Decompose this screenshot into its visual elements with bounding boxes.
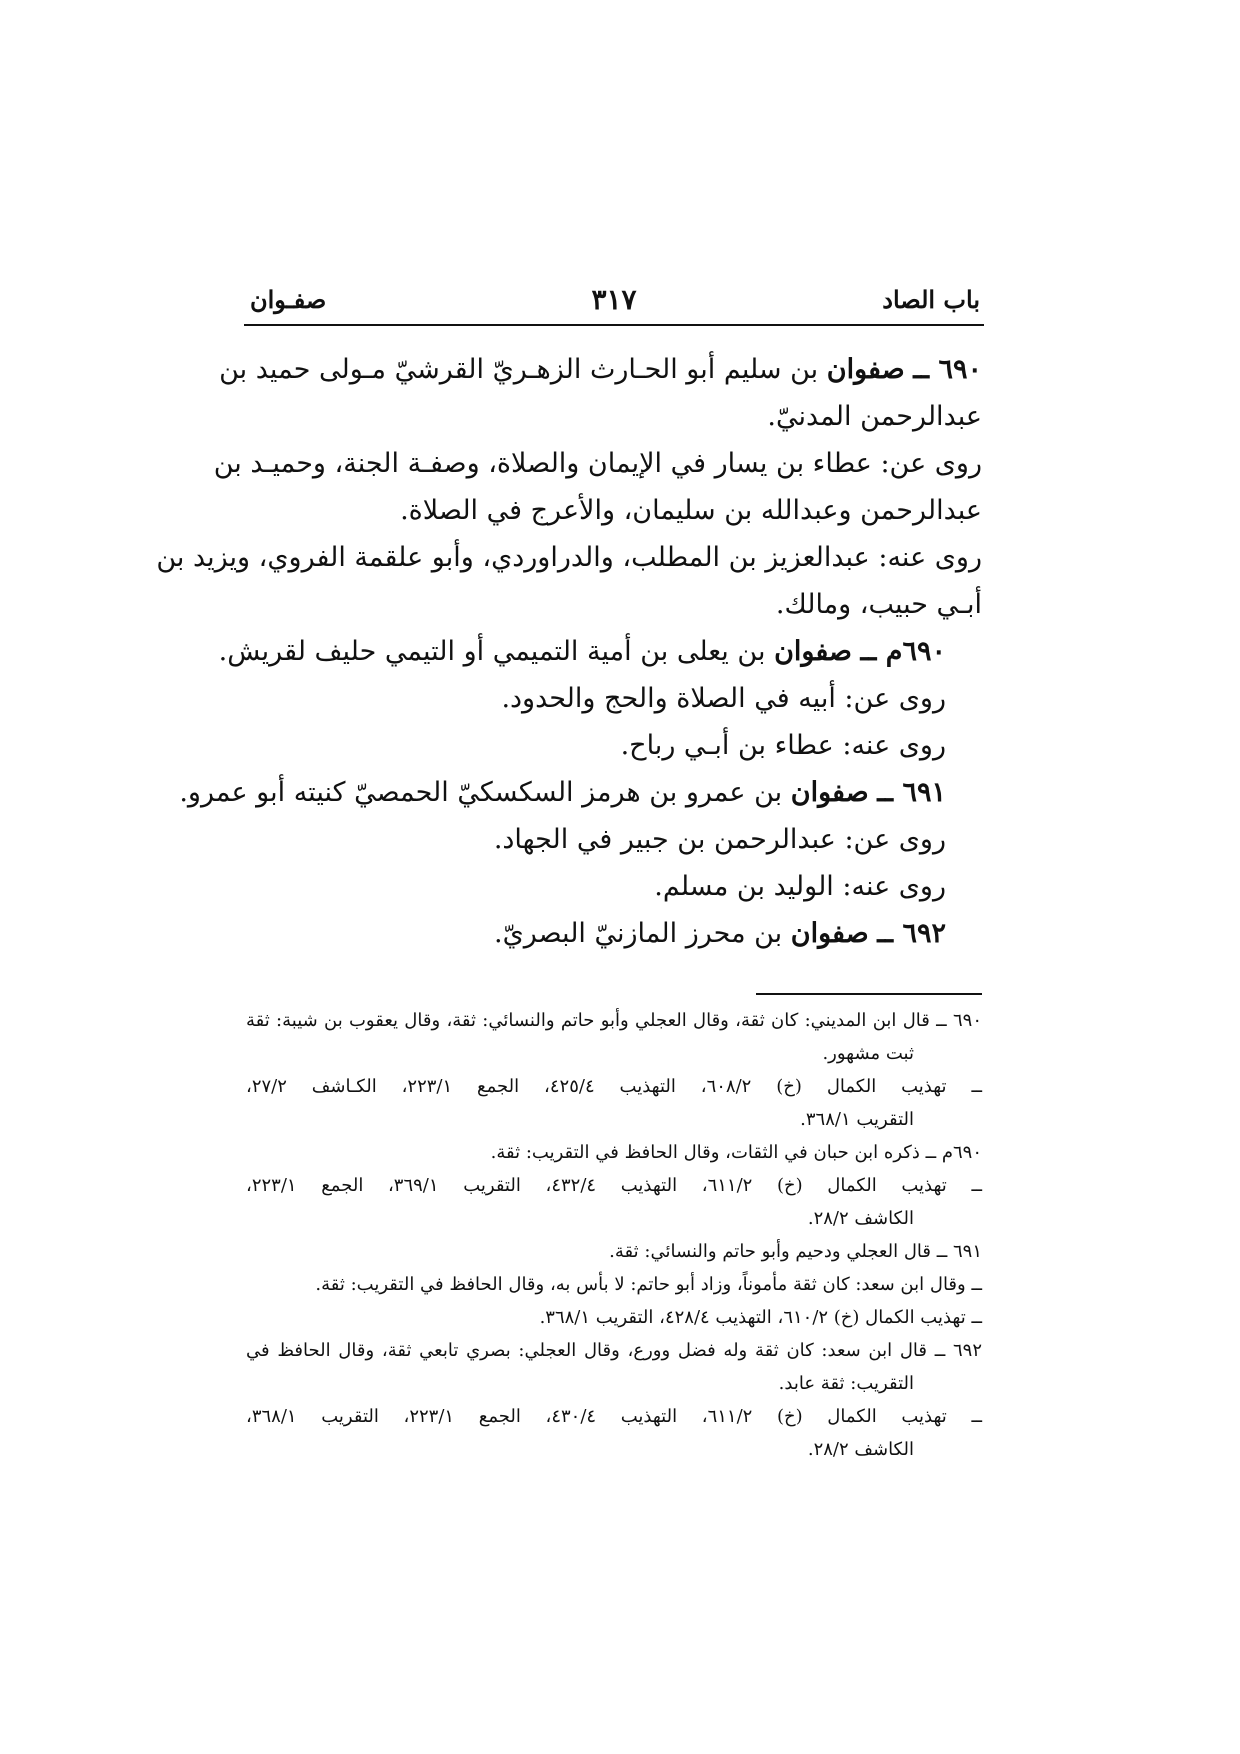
entry-line: روى عنه: عبدالعزيز بن المطلب، والدراوردي، وأبو علقمة الفروي، ويزيد بن — [156, 542, 982, 573]
entry-690m — [218, 628, 982, 769]
footnote-line: التقريب: ثقة عابد. — [778, 1373, 914, 1394]
footnote-690m — [246, 1136, 982, 1235]
entry-number: ٦٩٠ ــ — [913, 354, 982, 385]
entry-line: روى عنه: عطاء بن أبـي رباح. — [620, 730, 946, 761]
entry-name: صفوان — [790, 918, 869, 949]
footnote-690 — [246, 1004, 982, 1136]
entry-name: صفوان — [774, 636, 852, 667]
entry-number: ٦٩٢ ــ — [877, 918, 946, 949]
entry-text: بن عمرو بن هرمز السكسكيّ الحمصيّ كنيته أبو عمرو. — [179, 777, 783, 808]
entry-line: عبدالرحمن المدنيّ. — [767, 401, 982, 432]
main-text — [156, 346, 982, 957]
entry-name: صفوان — [826, 354, 905, 385]
entry-number: ٦٩١ ــ — [877, 777, 946, 808]
footnote-line: ٦٩٠ ــ قال ابن المديني: كان ثقة، وقال العجلي وأبو حاتم والنسائي: ثقة، وقال يعقوب بن شيبة: ثقة — [246, 1010, 982, 1031]
entry-line — [179, 769, 982, 816]
entry-text: بن سليم أبو الحـارث الزهـريّ القرشيّ مـولى حميد بن — [219, 354, 819, 385]
footnote-691 — [246, 1235, 982, 1334]
footnote-line: الكاشف ٢٨/٢. — [807, 1439, 914, 1460]
section-title: صفـوان — [250, 285, 327, 314]
entry-line: روى عنه: الوليد بن مسلم. — [654, 871, 946, 902]
entry-line: روى عن: أبيه في الصلاة والحج والحدود. — [501, 683, 946, 714]
footnote-line: ثبت مشهور. — [822, 1043, 914, 1064]
entry-line: عبدالرحمن وعبدالله بن سليمان، والأعرج في الصلاة. — [400, 495, 982, 526]
entry-691 — [179, 769, 982, 910]
header-rule — [244, 324, 984, 326]
entry-line: روى عن: عبدالرحمن بن جبير في الجهاد. — [493, 824, 946, 855]
footnote-692 — [246, 1334, 982, 1466]
entry-line: روى عن: عطاء بن يسار في الإيمان والصلاة، وصفـة الجنة، وحميـد بن — [213, 448, 982, 479]
footnote-line: ٦٩٠م ــ ذكره ابن حبان في الثقات، وقال الحافظ في التقريب: ثقة. — [490, 1142, 982, 1163]
entry-name: صفوان — [790, 777, 869, 808]
footnote-line: ــ تهذيب الكمال (خ) ٦١٠/٢، التهذيب ٤٢٨/٤، التقريب ٣٦٨/١. — [539, 1307, 982, 1328]
entry-line: أبـي حبيب، ومالك. — [775, 589, 982, 620]
footnote-line: ــ وقال ابن سعد: كان ثقة مأموناً، وزاد أبو حاتم: لا بأس به، وقال الحافظ في التقريب: ثقة. — [315, 1274, 982, 1295]
footnotes — [246, 1004, 982, 1466]
footnote-line: الكاشف ٢٨/٢. — [807, 1208, 914, 1229]
entry-number: ٦٩٠م ــ — [860, 636, 946, 667]
entry-line — [219, 346, 982, 393]
entry-690 — [156, 346, 982, 628]
entry-line — [246, 910, 982, 957]
footnote-line: ــ تهذيب الكمال (خ) ٦١١/٢، التهذيب ٤٣٢/٤، التقريب ٣٦٩/١، الجمع ٢٢٣/١، — [246, 1175, 983, 1196]
chapter-title: باب الصاد — [882, 285, 980, 314]
footnote-line: التقريب ٣٦٨/١. — [800, 1109, 914, 1130]
entry-692 — [246, 910, 982, 957]
entry-text: بن يعلى بن أمية التميمي أو التيمي حليف لقريش. — [218, 636, 766, 667]
footnote-line: ــ تهذيب الكمال (خ) ٦١١/٢، التهذيب ٤٣٠/٤، الجمع ٢٢٣/١، التقريب ٣٦٨/١، — [246, 1406, 983, 1427]
footnote-line: ٦٩٢ ــ قال ابن سعد: كان ثقة وله فضل وورع، وقال العجلي: بصري تابعي ثقة، وقال الحافظ في — [246, 1340, 982, 1361]
footnote-line: ٦٩١ ــ قال العجلي ودحيم وأبو حاتم والنسائي: ثقة. — [609, 1241, 982, 1262]
entry-text: بن محرز المازنيّ البصريّ. — [494, 918, 783, 949]
footnote-rule — [756, 993, 982, 995]
running-header — [244, 282, 984, 322]
footnote-line: ــ تهذيب الكمال (خ) ٦٠٨/٢، التهذيب ٤٢٥/٤، الجمع ٢٢٣/١، الكـاشف ٢٧/٢، — [246, 1076, 983, 1097]
page-number: ٣١٧ — [591, 283, 637, 316]
entry-line — [218, 628, 982, 675]
